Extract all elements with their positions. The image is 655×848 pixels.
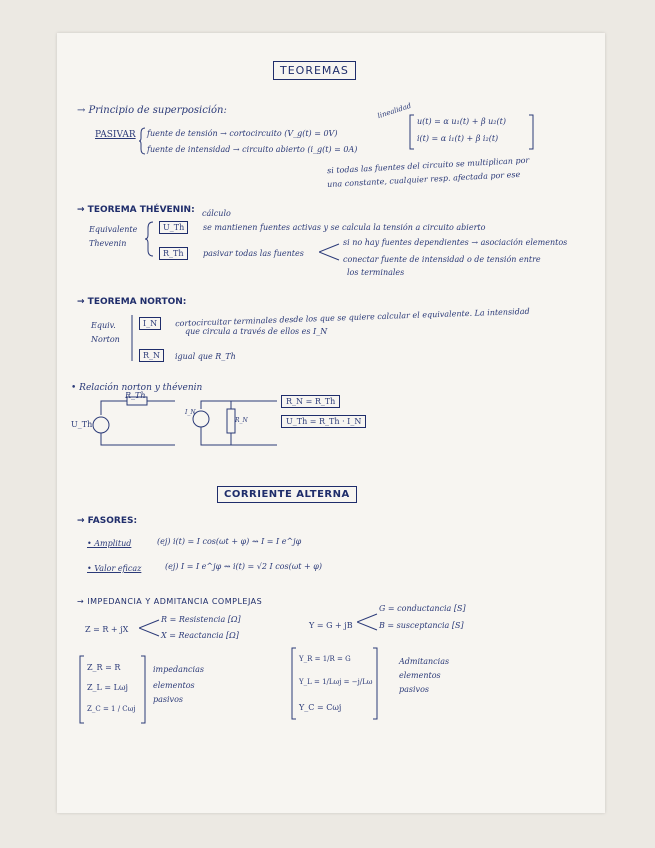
zl-formula: Z_L = Lωj: [87, 683, 128, 692]
notebook-page: [57, 33, 605, 813]
thevenin-brace: [145, 221, 155, 257]
yr-formula: Y_R = 1/R = G: [299, 655, 351, 663]
amplitud-equation: (ej) i(t) = I cos(ωt + φ) ⇝ I = I e^jφ: [157, 537, 302, 546]
yl-formula: Y_L = 1/Lωj = −j/Lω: [299, 678, 373, 686]
linealidad-eq2: i(t) = α i₁(t) + β i₂(t): [417, 134, 499, 143]
pasivar-line1: fuente de tensión → cortocircuito (V_g(t) = 0V): [147, 129, 338, 138]
uth-box: U_Th: [159, 221, 188, 234]
alterna-title: CORRIENTE ALTERNA: [217, 486, 357, 503]
rth-option-3: los terminales: [347, 268, 405, 277]
rel-rth-label: R_Th: [125, 391, 146, 400]
y-desc-3: pasivos: [399, 685, 429, 694]
y-split-arrow: [357, 611, 379, 633]
uth-description: se mantienen fuentes activas y se calcula la tensión a circuito abierto: [203, 223, 486, 232]
thevenin-heading: → TEOREMA THÉVENIN:: [77, 205, 195, 215]
linealidad-eq1: u(t) = α u₁(t) + β u₂(t): [417, 117, 506, 126]
zr-formula: Z_R = R: [87, 663, 121, 672]
rth-box: R_Th: [159, 247, 188, 260]
amplitud-label: • Amplitud: [87, 539, 132, 548]
page-title: TEOREMAS: [273, 61, 356, 80]
y-conductance: G = conductancia [S]: [379, 604, 466, 613]
z-desc-2: elementos: [153, 681, 195, 690]
superposicion-note-1: si todas las fuentes del circuito se multiplican por: [326, 155, 530, 176]
in-description-1: cortocircuitar terminales desde los que se quiere calcular el equivalente. La intensidad: [174, 306, 530, 329]
relacion-heading: • Relación norton y thévenin: [71, 383, 203, 393]
y-desc-1: Admitancias: [399, 657, 450, 666]
rth-description: pasivar todas las fuentes: [203, 249, 304, 258]
relation-box-1: R_N = R_Th: [281, 395, 340, 408]
rth-split-arrow: [319, 241, 341, 263]
rn-description: igual que R_Th: [175, 352, 236, 361]
z-split-arrow: [139, 617, 161, 639]
in-box: I_N: [139, 317, 161, 330]
relation-box-2: U_Th = R_Th · I_N: [281, 415, 366, 428]
impedancia-heading: → IMPEDANCIA Y ADMITANCIA COMPLEJAS: [77, 597, 263, 606]
in-description-2: que circula a través de ellos es I_N: [185, 327, 328, 336]
superposicion-heading: → Principio de superposición:: [77, 105, 227, 116]
fasores-heading: → FASORES:: [77, 516, 138, 526]
linealidad-tag: linealidad: [376, 101, 413, 121]
thevenin-eq-label-2: Thevenin: [89, 239, 127, 248]
rel-in-label: I_N: [185, 409, 196, 416]
norton-heading: → TEOREMA NORTON:: [77, 297, 187, 307]
rel-uth-label: U_Th: [71, 420, 93, 429]
z-resistance: R = Resistencia [Ω]: [161, 615, 241, 624]
norton-eq-label-2: Norton: [91, 335, 120, 344]
eficaz-label: • Valor eficaz: [87, 564, 142, 573]
rel-rn-label: R_N: [235, 417, 248, 424]
norton-eq-label-1: Equiv.: [91, 321, 116, 330]
z-desc-1: impedancias: [153, 665, 204, 674]
rth-option-2: conectar fuente de intensidad o de tensión entre: [343, 255, 541, 264]
z-desc-3: pasivos: [153, 695, 183, 704]
eficaz-equation: (ej) I = I e^jφ ⇝ i(t) = √2 I cos(ωt + φ): [165, 562, 322, 571]
norton-circuit: [189, 395, 279, 451]
thevenin-eq-label-1: Equivalente: [89, 225, 138, 234]
yc-formula: Y_C = Cωj: [299, 703, 342, 712]
z-reactance: X = Reactancia [Ω]: [161, 631, 239, 640]
thevenin-calculo: cálculo: [202, 209, 231, 218]
y-desc-2: elementos: [399, 671, 441, 680]
pasivar-label: PASIVAR: [95, 130, 136, 140]
pasivar-line2: fuente de intensidad → circuito abierto (i_g(t) = 0A): [147, 145, 358, 154]
y-susceptance: B = susceptancia [S]: [379, 621, 464, 630]
norton-brace: [131, 315, 137, 361]
rn-box: R_N: [139, 349, 164, 362]
rth-option-1: si no hay fuentes dependientes → asociación elementos: [343, 238, 568, 247]
zc-formula: Z_C = 1 / Cωj: [87, 705, 136, 713]
z-equation: Z = R + jX: [85, 625, 129, 634]
pasivar-brace: [139, 127, 147, 155]
y-equation: Y = G + jB: [309, 621, 353, 630]
superposicion-note-2: una constante, cualquier resp. afectada por ese: [326, 169, 521, 190]
